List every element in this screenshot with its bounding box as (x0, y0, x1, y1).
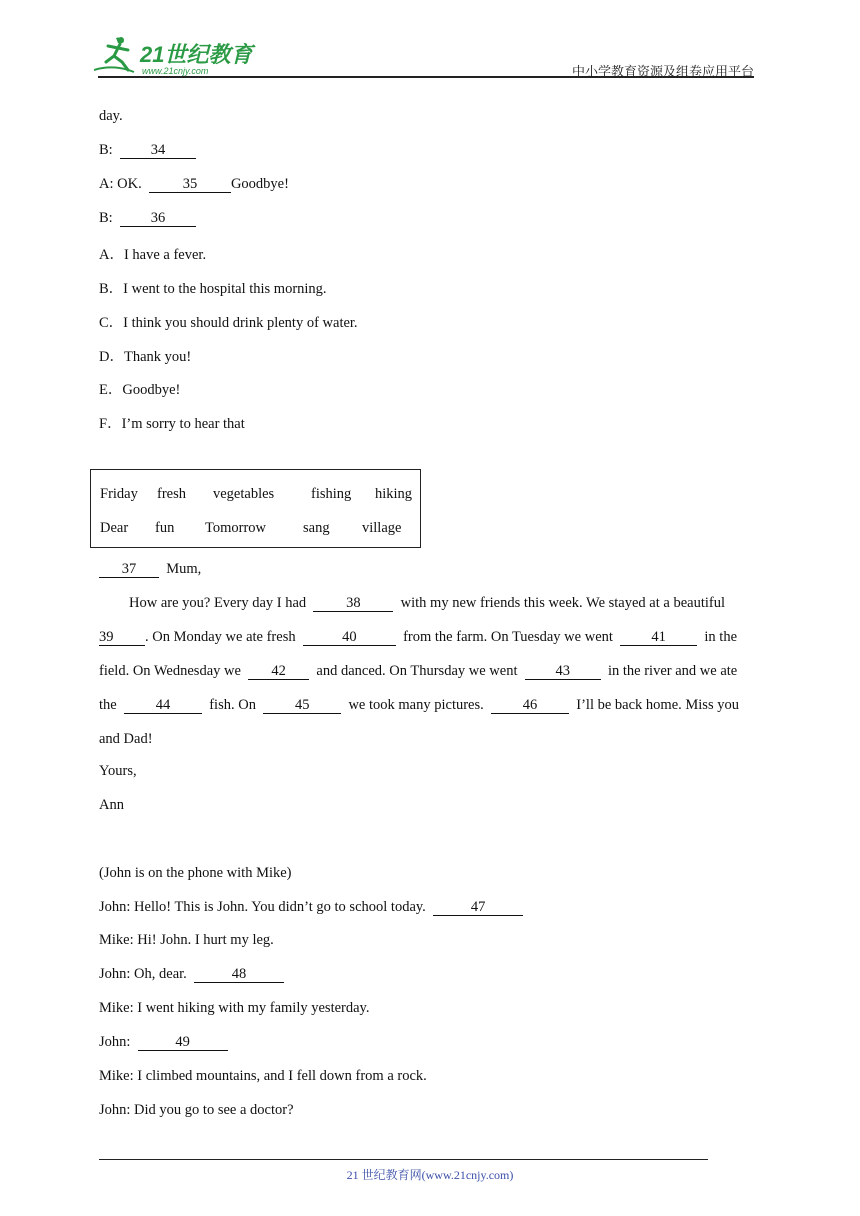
word-vegetables: vegetables (213, 486, 275, 502)
word-bank-box (90, 469, 421, 548)
blank-45[interactable]: 45 (263, 698, 341, 714)
word-fun: fun (155, 520, 175, 536)
blank-48[interactable]: 48 (194, 967, 284, 983)
blank-49[interactable]: 49 (138, 1035, 228, 1051)
word-sang: sang (303, 520, 330, 536)
word-fresh: fresh (157, 486, 186, 502)
blank-39[interactable]: 39 (99, 630, 145, 646)
dialogue2-line-1: John: Hello! This is John. You didn’t go to school today. 47 (99, 899, 523, 916)
dialogue2-line-3: John: Oh, dear. 48 (99, 966, 284, 983)
letter-line-5: and Dad! (99, 731, 153, 747)
dialogue2-line-7: John: Did you go to see a doctor? (99, 1102, 294, 1118)
site-logo (94, 34, 264, 78)
dialogue-line-a35: A: OK. 35 Goodbye! (99, 176, 289, 192)
blank-43[interactable]: 43 (525, 664, 601, 680)
blank-36[interactable]: 36 (120, 211, 196, 227)
header-divider (98, 76, 754, 78)
letter-line-4: the 44 fish. On 45 we took many pictures. 46 I’ll be back home. Miss you (99, 697, 739, 713)
runner-logo-icon (94, 34, 264, 78)
dialogue2-intro: (John is on the phone with Mike) (99, 865, 292, 881)
word-tomorrow: Tomorrow (205, 520, 267, 536)
word-hiking: hiking (375, 486, 413, 502)
letter-closing: Yours, (99, 763, 137, 779)
footer-link[interactable]: 21 世纪教育网(www.21cnjy.com) (346, 1168, 514, 1182)
logo-text: 21世纪教育 (140, 42, 253, 67)
letter-line-1: How are you? Every day I had 38 with my new friends this week. We stayed at a beautiful (129, 595, 725, 611)
letter-line-3: field. On Wednesday we 42 and danced. On Thursday we went 43 in the river and we ate (99, 663, 738, 679)
letter-signature: Ann (99, 797, 124, 813)
dialogue-line-b36: B: 36 (99, 210, 196, 227)
dialogue-line-b34: B: 34 (99, 142, 196, 159)
option-d: D．Thank you! (99, 349, 192, 365)
option-b: B．I went to the hospital this morning. (99, 281, 327, 297)
word-fishing: fishing (311, 486, 352, 502)
platform-name: 中小学教育资源及组卷应用平台 (571, 64, 754, 79)
continued-text: day. (99, 108, 123, 124)
blank-46[interactable]: 46 (491, 698, 569, 714)
blank-44[interactable]: 44 (124, 698, 202, 714)
word-dear: Dear (100, 520, 129, 536)
blank-37[interactable]: 37 (99, 562, 159, 578)
dialogue2-line-5: John: 49 (99, 1034, 228, 1051)
footer-divider (99, 1159, 708, 1160)
option-c: C．I think you should drink plenty of water. (99, 315, 358, 331)
blank-38[interactable]: 38 (313, 596, 393, 612)
option-f: F．I’m sorry to hear that (99, 416, 245, 432)
blank-47[interactable]: 47 (433, 900, 523, 916)
letter-line-2: 39 . On Monday we ate fresh 40 from the farm. On Tuesday we went 41 in the (99, 629, 738, 645)
dialogue2-line-4: Mike: I went hiking with my family yesterday. (99, 1000, 370, 1016)
word-village: village (362, 520, 402, 536)
blank-42[interactable]: 42 (248, 664, 309, 680)
word-friday: Friday (100, 486, 138, 502)
dialogue2-line-6: Mike: I climbed mountains, and I fell down from a rock. (99, 1068, 427, 1084)
option-e: E．Goodbye! (99, 382, 181, 398)
blank-41[interactable]: 41 (620, 630, 697, 646)
letter-greeting: 37 Mum, (99, 561, 201, 578)
dialogue2-line-2: Mike: Hi! John. I hurt my leg. (99, 932, 274, 948)
option-a: A．I have a fever. (99, 247, 207, 263)
blank-34[interactable]: 34 (120, 143, 196, 159)
logo-url: www.21cnjy.com (142, 66, 209, 76)
blank-40[interactable]: 40 (303, 630, 396, 646)
blank-35[interactable]: 35 (149, 177, 231, 193)
